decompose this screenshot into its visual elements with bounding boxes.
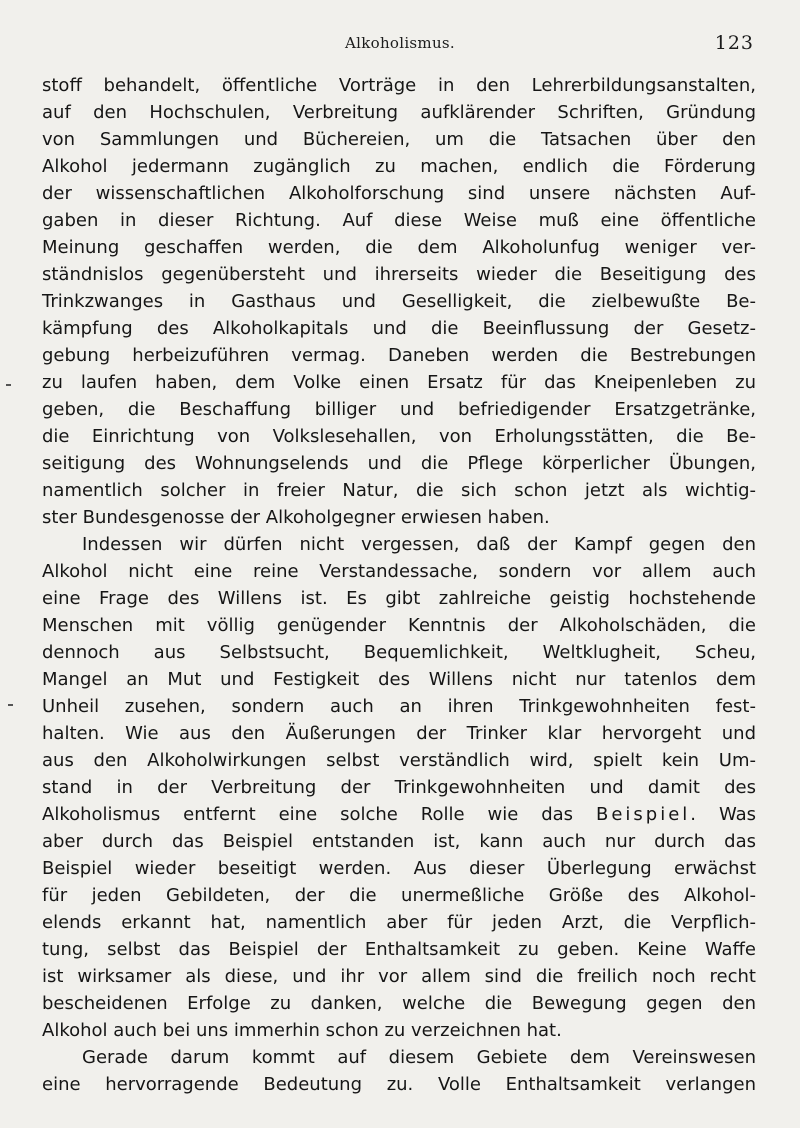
- text-line: Mangel an Mut und Festigkeit des Willens nicht nur tatenlos dem: [42, 669, 756, 690]
- text-line: Menschen mit völlig genügender Kenntnis der Alkoholschäden, die: [42, 615, 756, 636]
- text-line: für jeden Gebildeten, der die unermeßliche Größe des Alkohol-: [42, 885, 756, 906]
- text-line: Unheil zusehen, sondern auch an ihren Trinkgewohnheiten fest-: [42, 696, 756, 717]
- text-segment: . Was: [690, 804, 757, 825]
- text-line: dennoch aus Selbstsucht, Bequemlichkeit, Weltklugheit, Scheu,: [42, 642, 756, 663]
- text-line: gebung herbeizuführen vermag. Daneben werden die Bestrebungen: [42, 345, 756, 366]
- body-text: [42, 72, 756, 1098]
- text-line: aus den Alkoholwirkungen selbst verständlich wird, spielt kein Um-: [42, 750, 756, 771]
- text-line: Indessen wir dürfen nicht vergessen, daß der Kampf gegen den: [82, 534, 756, 555]
- text-line: ster Bundesgenosse der Alkoholgegner erwiesen haben.: [42, 507, 550, 528]
- text-line: Meinung geschaffen werden, die dem Alkoholunfug weniger ver-: [42, 237, 756, 258]
- text-line: auf den Hochschulen, Verbreitung aufklärender Schriften, Gründung: [42, 102, 756, 123]
- text-line: Trinkzwanges in Gasthaus und Geselligkeit, die zielbewußte Be-: [42, 291, 756, 312]
- text-line: elends erkannt hat, namentlich aber für jeden Arzt, die Verpflich-: [42, 912, 756, 933]
- text-line: halten. Wie aus den Äußerungen der Trinker klar hervorgeht und: [42, 723, 756, 744]
- text-line-with-emphasis: [42, 801, 756, 828]
- paragraph: [42, 531, 756, 1044]
- text-line: namentlich solcher in freier Natur, die sich schon jetzt als wichtig-: [42, 480, 756, 501]
- paragraph: [42, 72, 756, 531]
- page-header: [0, 32, 800, 58]
- text-line: Alkohol auch bei uns immerhin schon zu verzeichnen hat.: [42, 1020, 562, 1041]
- text-line: bescheidenen Erfolge zu danken, welche die Bewegung gegen den: [42, 993, 756, 1014]
- spaced-emphasis-word: Beispiel: [595, 804, 691, 825]
- text-line: seitigung des Wohnungselends und die Pflege körperlicher Übungen,: [42, 453, 756, 474]
- text-line: der wissenschaftlichen Alkoholforschung sind unsere nächsten Auf-: [42, 183, 756, 204]
- text-line: gaben in dieser Richtung. Auf diese Weise muß eine öffentliche: [42, 210, 756, 231]
- page-number: 123: [714, 32, 754, 54]
- text-line: Beispiel wieder beseitigt werden. Aus dieser Überlegung erwächst: [42, 858, 756, 879]
- text-line: ist wirksamer als diese, und ihr vor allem sind die freilich noch recht: [42, 966, 756, 987]
- text-line: kämpfung des Alkoholkapitals und die Beeinflussung der Gesetz-: [42, 318, 756, 339]
- text-line: tung, selbst das Beispiel der Enthaltsamkeit zu geben. Keine Waffe: [42, 939, 756, 960]
- text-line: Gerade darum kommt auf diesem Gebiete dem Vereinswesen: [82, 1047, 756, 1068]
- margin-mark: [6, 384, 11, 386]
- text-line: Alkohol jedermann zugänglich zu machen, endlich die Förderung: [42, 156, 756, 177]
- margin-mark: [8, 704, 13, 706]
- text-line: die Einrichtung von Volkslesehallen, von Erholungsstätten, die Be-: [42, 426, 756, 447]
- text-line: stoff behandelt, öffentliche Vorträge in den Lehrerbildungsanstalten,: [42, 75, 756, 96]
- text-line: eine Frage des Willens ist. Es gibt zahlreiche geistig hochstehende: [42, 588, 756, 609]
- paragraph: [42, 1044, 756, 1098]
- running-title: Alkoholismus.: [345, 34, 455, 52]
- text-line: geben, die Beschaffung billiger und befriedigender Ersatzgetränke,: [42, 399, 756, 420]
- text-line: ständnislos gegenübersteht und ihrerseits wieder die Beseitigung des: [42, 264, 756, 285]
- text-line: eine hervorragende Bedeutung zu. Volle Enthaltsamkeit verlangen: [42, 1074, 756, 1095]
- text-line: zu laufen haben, dem Volke einen Ersatz für das Kneipenleben zu: [42, 372, 756, 393]
- text-line: von Sammlungen und Büchereien, um die Tatsachen über den: [42, 129, 756, 150]
- text-line: Alkohol nicht eine reine Verstandessache, sondern vor allem auch: [42, 561, 756, 582]
- text-line: stand in der Verbreitung der Trinkgewohnheiten und damit des: [42, 777, 756, 798]
- text-line: aber durch das Beispiel entstanden ist, kann auch nur durch das: [42, 831, 756, 852]
- text-segment: Alkoholismus entfernt eine solche Rolle wie das: [42, 804, 596, 825]
